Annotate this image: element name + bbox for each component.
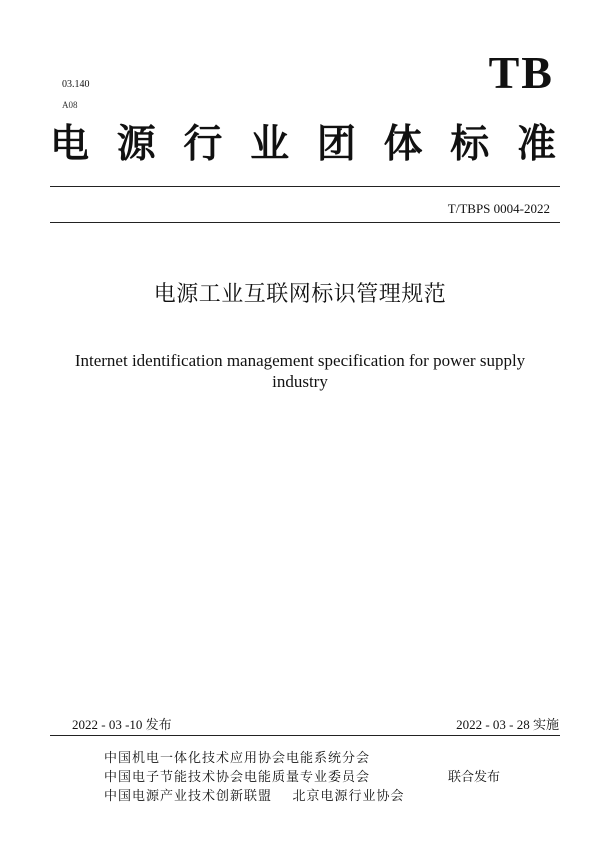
ccs-code: A08: [62, 100, 78, 110]
tb-logo: TB: [488, 47, 554, 98]
divider-top: [50, 186, 560, 187]
divider-bottom: [50, 735, 560, 736]
divider-number: [50, 222, 560, 223]
standard-category-title: 电源行业团体标准: [50, 122, 560, 167]
ics-code: 03.140: [62, 79, 90, 90]
implementation-date: 2022 - 03 - 28 实施: [456, 717, 559, 732]
issuer-org-3: 中国电源产业技术创新联盟 北京电源行业协会: [104, 789, 405, 804]
title-english: Internet identification management specification for power supply industry: [74, 351, 526, 391]
issuer-org-2: 中国电子节能技术协会电能质量专业委员会: [104, 770, 371, 785]
issuer-org-1: 中国机电一体化技术应用协会电能系统分会: [104, 751, 371, 766]
title-chinese: 电源工业互联网标识管理规范: [153, 282, 447, 307]
joint-release-label: 联合发布: [448, 770, 501, 785]
issue-date: 2022 - 03 -10 发布: [72, 717, 172, 732]
standard-number: T/TBPS 0004-2022: [447, 201, 550, 216]
